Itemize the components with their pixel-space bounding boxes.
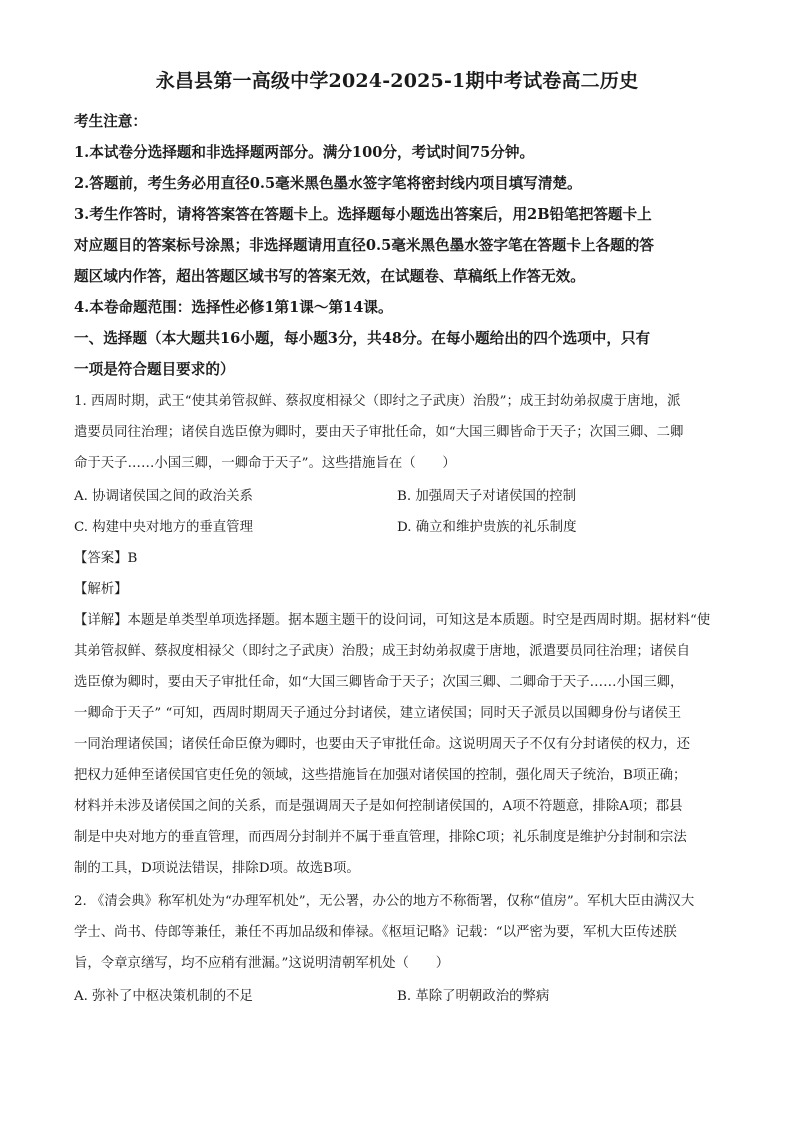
question-stem: 1. 西周时期，武王“使其弟管叔鲜、蔡叔度相禄父（即纣之子武庚）治殷”；成王封幼弟叔虞于唐地，派 [74, 394, 681, 409]
page-title: 永昌县第一高级中学2024-2025-1期中考试卷高二历史 [155, 70, 639, 92]
section-heading: 一、选择题（本大题共16小题，每小题3分，共48分。在每小题给出的四个选项中，只有 [74, 330, 651, 347]
question-stem: 学士、尚书、侍郎等兼任，兼任不再加品级和俸禄。《枢垣记略》记载：“以严密为要，军机大臣传述朕 [74, 925, 677, 940]
analysis-line: 其弟管叔鲜、蔡叔度相禄父（即纣之子武庚）治殷；成王封幼弟叔虞于唐地，派遣要员同往治理；诸侯自 [74, 644, 690, 659]
question-stem: 遣要员同往治理；诸侯自选臣僚为卿时，要由天子审批任命，如“大国三卿皆命于天子；次国三卿、二卿 [74, 425, 684, 440]
option-c: C. 构建中央对地方的垂直管理 [74, 520, 253, 535]
notice-line: 题区域内作答，超出答题区域书写的答案无效，在试题卷、草稿纸上作答无效。 [74, 268, 585, 285]
option-d: D. 确立和维护贵族的礼乐制度 [397, 520, 577, 535]
analysis-line: 制的工具，D项说法错误，排除D项。故选B项。 [74, 861, 360, 876]
analysis-heading: 【解析】 [74, 582, 128, 597]
notice-line: 对应题目的答案标号涂黑；非选择题请用直径0.5毫米黑色墨水签字笔在答题卡上各题的答 [74, 237, 654, 254]
analysis-line: 材料并未涉及诸侯国之间的关系，而是强调周天子是如何控制诸侯国的，A项不符题意，排除A项；郡县 [74, 799, 683, 814]
option-b: B. 革除了明朝政治的弊病 [397, 989, 550, 1004]
question-stem: 命于天子……小国三卿，一卿命于天子”。这些措施旨在（ ） [74, 456, 456, 471]
option-b: B. 加强周天子对诸侯国的控制 [397, 489, 577, 504]
notice-line: 4.本卷命题范围：选择性必修1第1课～第14课。 [74, 299, 393, 316]
notice-line: 1.本试卷分选择题和非选择题两部分。满分100分，考试时间75分钟。 [74, 144, 535, 161]
option-a: A. 协调诸侯国之间的政治关系 [74, 489, 253, 504]
analysis-line: 制是中央对地方的垂直管理，而西周分封制并不属于垂直管理，排除C项；礼乐制度是维护分封制和宗法 [74, 830, 687, 845]
analysis-line: 选臣僚为卿时，要由天子审批任命，如“大国三卿皆命于天子；次国三卿、二卿命于天子……小国三卿， [74, 675, 684, 690]
answer-label: 【答案】B [74, 551, 138, 566]
analysis-line: 一同治理诸侯国；诸侯任命臣僚为卿时，也要由天子审批任命。这说明周天子不仅有分封诸侯的权力，还 [74, 737, 690, 752]
analysis-line: 一卿命于天子” “可知，西周时期周天子通过分封诸侯，建立诸侯国；同时天子派员以国卿身份与诸侯王 [74, 706, 682, 721]
option-a: A. 弥补了中枢决策机制的不足 [74, 989, 253, 1004]
section-heading: 一项是符合题目要求的） [74, 361, 235, 378]
notice-line: 3.考生作答时，请将答案答在答题卡上。选择题每小题选出答案后，用2B铅笔把答题卡上 [74, 206, 652, 223]
notice-line: 2.答题前，考生务必用直径0.5毫米黑色墨水签字笔将密封线内项目填写清楚。 [74, 175, 582, 192]
analysis-line: 把权力延伸至诸侯国官吏任免的领域，这些措施旨在加强对诸侯国的控制，强化周天子统治，B项正确； [74, 768, 687, 783]
analysis-line: 【详解】本题是单类型单项选择题。据本题主题干的设问词，可知这是本质题。时空是西周时期。据材料“使 [74, 613, 711, 628]
question-stem: 旨，令章京缮写，均不应稍有泄漏。”这说明清朝军机处（ ） [74, 956, 450, 971]
question-stem: 2. 《清会典》称军机处为“办理军机处”，无公署，办公的地方不称衙署，仅称“值房”。军机大臣由满汉大 [74, 894, 695, 909]
notice-heading: 考生注意： [74, 113, 147, 130]
